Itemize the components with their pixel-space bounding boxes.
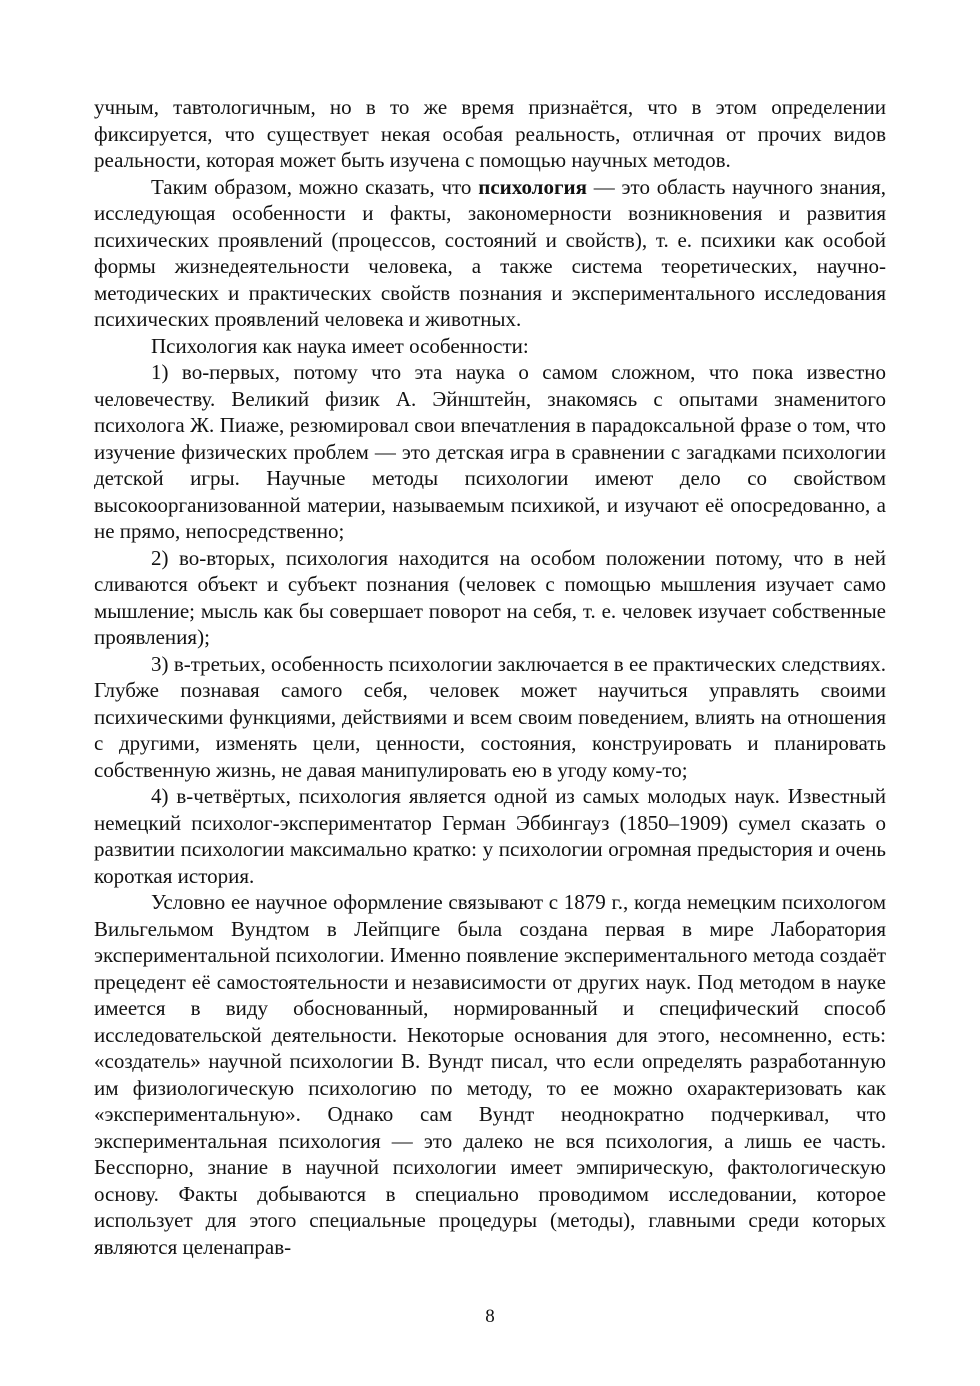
- paragraph-history: Условно ее научное оформление связывают с 1879 г., когда немецким психологом Вильгельмом Вундтом в Лейпциге была создана первая в мире Лаборатория экспериментальной психологии. Именно появление экспериментального метода создаёт прецедент её самостоятельности и независимости от других наук. Под методом в науке имеется в виду обоснованный, нормированный и специфический способ исследовательской деятельности. Некоторые основания для этого, несомненно, есть: «создатель» научной психологии В. Вундт писал, что если определять разработанную им физиологическую психологию по методу, то ее можно охарактеризовать как «экспериментальную». Однако сам Вундт неоднократно подчеркивал, что экспериментальная психология — это далеко не вся психология, а лишь ее часть. Бесспорно, знание в научной психологии имеет эмпирическую, фактологическую основу. Факты добываются в специально проводимом исследовании, которое использует для этого специальные процедуры (методы), главными среди которых являются целенаправ-: [94, 890, 886, 1259]
- list-item-feature-3: 3) в-третьих, особенность психологии заключается в ее практических следствиях. Глубже познавая самого себя, человек может научиться управлять своими психическими функциями, действиями и всем своим поведением, влиять на отношения с другими, изменять цели, ценности, состояния, конструировать и планировать собственную жизнь, не давая манипулировать ею в угоду кому-то;: [94, 651, 886, 782]
- list-item-feature-4: 4) в-четвёртых, психология является одной из самых молодых наук. Известный немецкий психолог-экспериментатор Герман Эббингауз (1850–1909) сумел сказать о развитии психологии максимально кратко: у психологии огромная предыстория и очень короткая история.: [94, 784, 886, 888]
- definition-body-text: — это область научного знания, исследующая особенности и факты, закономерности возникновения и развития психических проявлений (процессов, состояний и свойств), т. е. психики как особой формы жизнедеятельности человека, а также система теоретических, научно-методических и практических свойств познания и экспериментального исследования психических проявлений человека и животных.: [94, 174, 886, 331]
- paragraph-features-intro: Психология как наука имеет особенности:: [151, 333, 529, 358]
- definition-lead-text: Таким образом, можно сказать, что: [151, 174, 479, 199]
- list-item-feature-2: 2) во-вторых, психология находится на особом положении потому, что в ней сливаются объект и субъект познания (человек с помощью мышления изучает само мышление; мысль как бы совершает поворот на себя, т. е. человек изучает собственные проявления);: [94, 545, 886, 649]
- page-number: 8: [485, 1306, 495, 1327]
- list-item-feature-1: 1) во-первых, потому что эта наука о самом сложном, что пока известно человечеству. Великий физик А. Эйнштейн, знакомясь с опытами знаменитого психолога Ж. Пиаже, резюмировал свои впечатления в парадоксальной фразе о том, что изучение физических проблем — это детская игра в сравнении с загадками психологии детской игры. Научные методы психологии имеют дело со свойством высокоорганизованной материи, называемым психикой, и изучают её опосредованно, а не прямо, непосредственно;: [94, 360, 886, 543]
- document-page: [94, 94, 886, 1260]
- defined-term: психология: [478, 174, 587, 199]
- paragraph-definition: [94, 174, 886, 333]
- paragraph-continuation: учным, тавтологичным, но в то же время признаётся, что в этом определении фиксируется, что существует некая особая реальность, отличная от прочих видов реальности, которая может быть изучена с помощью научных методов.: [94, 95, 886, 172]
